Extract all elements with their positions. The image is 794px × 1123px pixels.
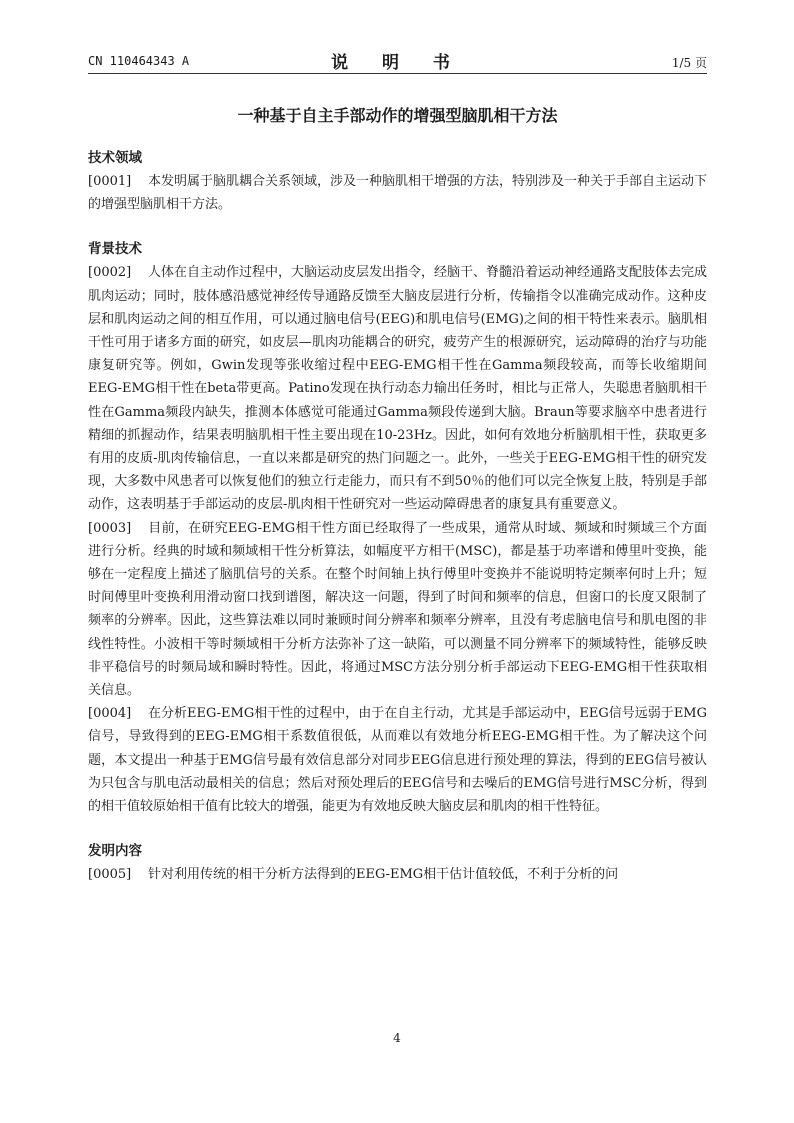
- paragraph-number: [0002]: [88, 265, 132, 281]
- paragraph-text: 在分析EEG-EMG相干性的过程中，由于在自主行动，尤其是手部运动中，EEG信号远弱于EMG信号，导致得到的EEG-EMG相干系数值很低，从而难以有效地分析EEG-EMG相干性。为了解决这个问题，本文提出一种基于EMG信号最有效信息部分对同步EEG信息进行预处理的算法，得到的EEG信号被认为只包含与肌电活动最相关的信息；然后对预处理后的EEG信号和去噪后的EMG信号进行MSC分析，得到的相干值较原始相干值有比较大的增强，能更为有效地反映大脑皮层和肌肉的相干性特征。: [88, 706, 707, 815]
- page-info: 1/5 页: [671, 56, 707, 70]
- header-divider: [88, 73, 707, 74]
- patent-number: CN 110464343 A: [88, 54, 190, 68]
- document-title: 一种基于自主手部动作的增强型脑肌相干方法: [237, 106, 558, 125]
- document-body: [88, 147, 707, 886]
- paragraph-text: 人体在自主动作过程中，大脑运动皮层发出指令，经脑干、脊髓沿着运动神经通路支配肢体去完成肌肉运动；同时，肢体感沿感觉神经传导通路反馈至大脑皮层进行分析，传输指令以准确完成动作。这种皮层和肌肉运动之间的相互作用，可以通过脑电信号(EEG)和肌电信号(EMG)之间的相干特性来表示。脑肌相干性可用于诸多方面的研究，如皮层—肌肉功能耦合的研究，疲劳产生的根源研究，运动障碍的治疗与功能康复研究等。例如，Gwin发现等张收缩过程中EEG-EMG相干性在Gamma频段较高，而等长收缩期间EEG-EMG相干性在beta带更高。Patino发现在执行动态力输出任务时，相比与正常人，失聪患者脑肌相干性在Gamma频段内缺失，推测本体感觉可能通过Gamma频段传递到大脑。Braun等要求脑卒中患者进行精细的抓握动作，结果表明脑肌相干性主要出现在10-23Hz。因此，如何有效地分析脑肌相干性，获取更多有用的皮质-肌肉传输信息，一直以来都是研究的热门问题之一。此外，一些关于EEG-EMG相干性的研究发现，大多数中风患者可以恢复他们的独立行走能力，而只有不到50％的他们可以完全恢复上肢，特别是手部动作，这表明基于手部运动的皮层-肌肉相干性研究对一些运动障碍患者的康复具有重要意义。: [88, 265, 708, 513]
- paragraph-0003: [88, 517, 707, 703]
- paragraph-number: [0004]: [88, 706, 132, 722]
- paragraph-text: 本发明属于脑肌耦合关系领域，涉及一种脑肌相干增强的方法，特别涉及一种关于手部自主运动下的增强型脑肌相干方法。: [88, 174, 708, 213]
- section-heading-background: 背景技术: [88, 241, 142, 258]
- paragraph-0005: [88, 863, 707, 886]
- paragraph-0002: [88, 261, 707, 516]
- paragraph-number: [0005]: [88, 867, 132, 883]
- page-header: [88, 48, 707, 76]
- paragraph-0001: [88, 170, 707, 216]
- section-heading-tech-field: 技术领域: [88, 150, 142, 166]
- section-title: 说 明 书: [331, 53, 464, 73]
- paragraph-text: 针对利用传统的相干分析方法得到的EEG-EMG相干估计值较低，不利于分析的问: [148, 867, 619, 883]
- paragraph-number: [0001]: [88, 174, 132, 189]
- paragraph-0004: [88, 702, 707, 818]
- section-heading-invention: 发明内容: [88, 843, 142, 860]
- paragraph-text: 目前，在研究EEG-EMG相干性方面已经取得了一些成果，通常从时域、频域和时频域三个方面进行分析。经典的时域和频域相干性分析算法，如幅度平方相干(MSC)，都是基于功率谱和傅里叶变换，能够在一定程度上描述了脑肌信号的关系。在整个时间轴上执行傅里叶变换并不能说明特定频率何时上升；短时间傅里叶变换利用滑动窗口找到谱图，解决这一问题，得到了时间和频率的信息，但窗口的长度又限制了频率的分辨率。因此，这些算法难以同时兼顾时间分辨率和频率分辨率，且没有考虑脑电信号和肌电图的非线性特性。小波相干等时频域相干分析方法弥补了这一缺陷，可以测量不同分辨率下的频域特性，能够反映非平稳信号的时频局域和瞬时特性。因此，将通过MSC方法分别分析手部运动下EEG-EMG相干性获取相关信息。: [88, 520, 707, 699]
- page-number: 4: [393, 1031, 401, 1045]
- paragraph-number: [0003]: [88, 520, 132, 536]
